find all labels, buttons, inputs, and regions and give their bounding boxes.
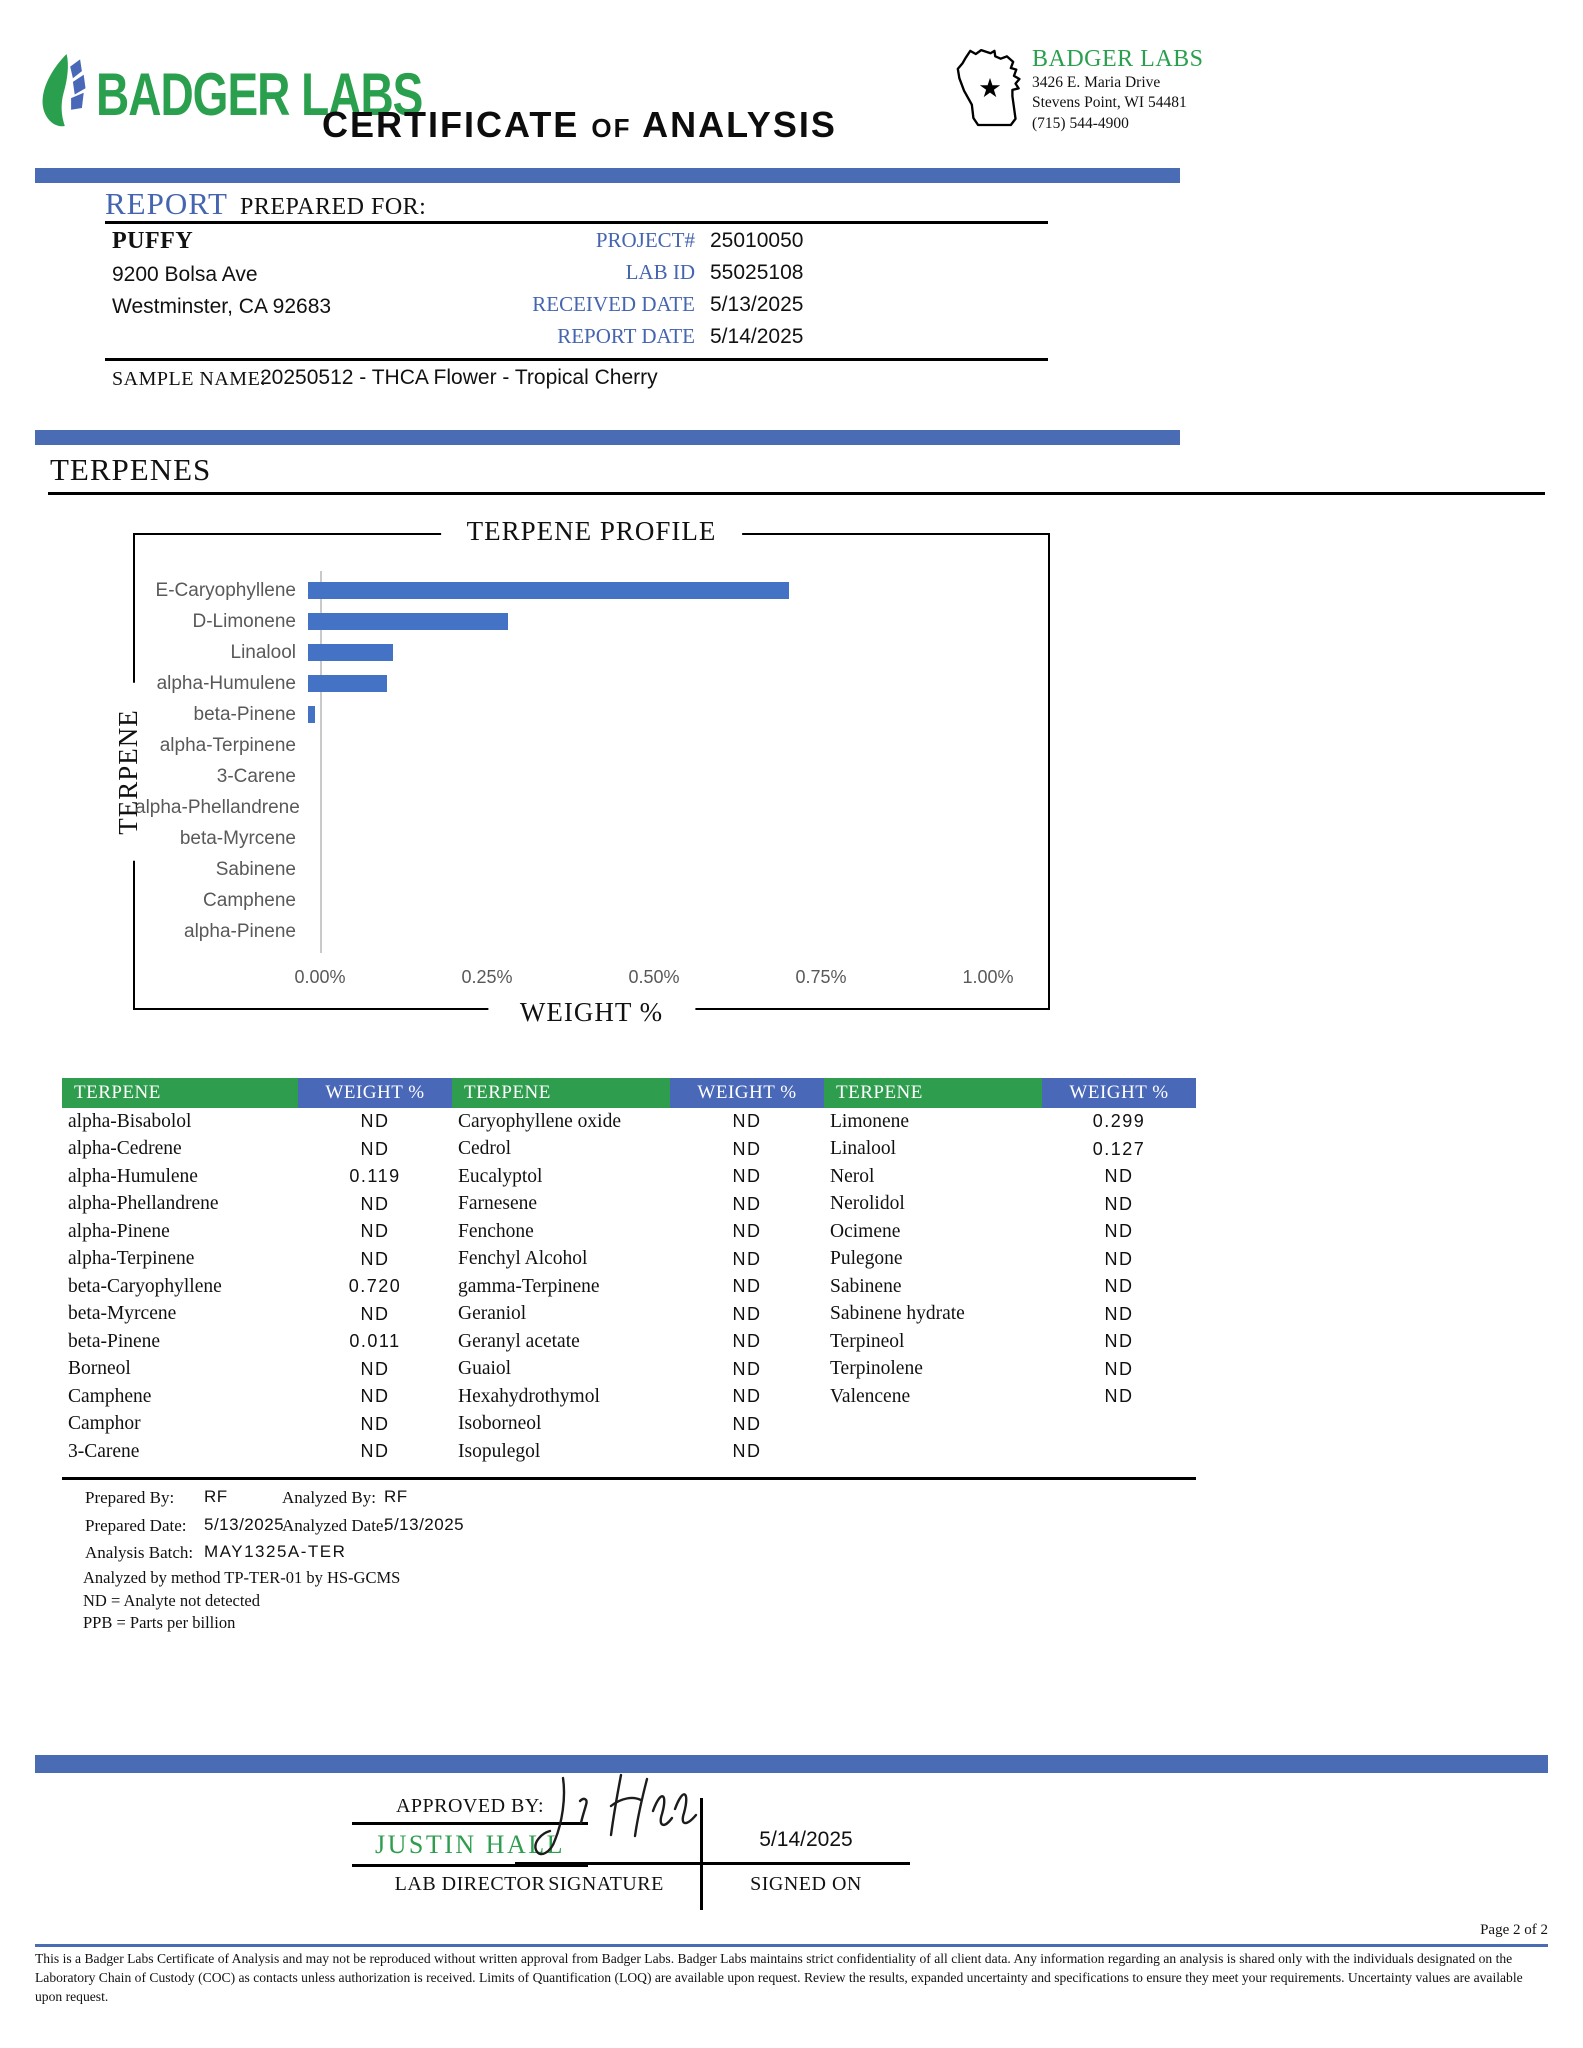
certificate-title	[322, 104, 837, 146]
terpene-weight-value: ND	[1104, 1248, 1134, 1269]
chart-bar	[308, 706, 315, 723]
terpene-weight-value: ND	[732, 1193, 762, 1214]
analysis-batch-value: MAY1325A-TER	[204, 1542, 347, 1561]
terpene-weight-value: ND	[1104, 1193, 1134, 1214]
report-meta-block	[420, 228, 803, 356]
chart-plot	[135, 575, 1046, 947]
table-header-weight: WEIGHT %	[670, 1078, 824, 1108]
table-body	[62, 1108, 452, 1466]
terpene-weight-value: ND	[360, 1111, 390, 1132]
chart-bar-track	[308, 830, 1046, 847]
meta-row	[420, 324, 803, 356]
meta-value: 55025108	[710, 261, 804, 284]
terpene-name: beta-Pinene	[68, 1330, 161, 1352]
terpene-weight-value: ND	[732, 1358, 762, 1379]
terpene-name: gamma-Terpinene	[458, 1275, 600, 1297]
meta-value: 25010050	[710, 229, 804, 252]
chart-category-label: alpha-Pinene	[184, 920, 296, 942]
signature-image	[525, 1768, 725, 1863]
terpene-weight-value: ND	[360, 1386, 390, 1407]
terpene-name: alpha-Humulene	[68, 1165, 198, 1187]
table-row	[824, 1163, 1196, 1191]
chart-bar-track	[308, 613, 1046, 630]
chart-row	[135, 575, 1046, 606]
chart-row	[135, 823, 1046, 854]
terpene-name: Farnesene	[458, 1193, 538, 1215]
terpene-weight-value: ND	[360, 1248, 390, 1269]
table-row	[62, 1438, 452, 1466]
table-row	[452, 1218, 824, 1246]
meta-value: 5/13/2025	[710, 293, 804, 316]
terpene-weight-value: ND	[360, 1441, 390, 1462]
section-divider-bar	[35, 430, 1180, 445]
client-address-line1: 9200 Bolsa Ave	[112, 263, 258, 286]
terpene-weight-value: ND	[1104, 1386, 1134, 1407]
lab-name: BADGER LABS	[1032, 46, 1204, 72]
chart-y-axis-label: TERPENE	[113, 683, 144, 861]
prepared-date-value: 5/13/2025	[204, 1515, 285, 1534]
table-row	[62, 1273, 452, 1301]
signature-line	[515, 1862, 910, 1865]
chart-bar	[308, 613, 508, 630]
report-heading	[105, 186, 426, 222]
meta-label: LAB ID	[625, 260, 695, 284]
prepared-for-label: PREPARED FOR:	[240, 194, 427, 220]
chart-row	[135, 606, 1046, 637]
star-icon: ★	[978, 72, 1002, 103]
table-header	[824, 1078, 1196, 1108]
terpene-name: Valencene	[830, 1385, 911, 1407]
section-title-underline	[48, 492, 1545, 495]
terpene-name: Geranyl acetate	[458, 1330, 580, 1352]
nd-note: ND = Analyte not detected	[83, 1591, 261, 1610]
terpene-name: Camphene	[68, 1385, 152, 1407]
table-row	[452, 1411, 824, 1439]
terpene-weight-value: ND	[360, 1358, 390, 1379]
chart-x-tick: 0.75%	[795, 967, 847, 987]
table-row	[824, 1246, 1196, 1274]
chart-bar-track	[308, 768, 1046, 785]
terpene-name: alpha-Terpinene	[68, 1248, 195, 1270]
chart-category-label: E-Caryophyllene	[155, 579, 296, 601]
table-row	[452, 1301, 824, 1329]
results-table-group-1	[62, 1078, 452, 1466]
chart-row	[135, 854, 1046, 885]
terpene-name: beta-Caryophyllene	[68, 1275, 222, 1297]
prepared-by-label: Prepared By:	[85, 1488, 175, 1507]
title-of-word: OF	[591, 113, 632, 143]
terpene-name: Pulegone	[830, 1248, 903, 1270]
terpene-name: Limonene	[830, 1110, 910, 1132]
approved-by-label: APPROVED BY:	[395, 1795, 545, 1817]
approver-name: JUSTIN HALL	[375, 1830, 565, 1859]
meta-row	[420, 228, 803, 260]
badger-labs-logo-text: BADGER LABS	[96, 59, 423, 128]
terpene-name: Geraniol	[458, 1303, 527, 1325]
chart-category-label: D-Limonene	[192, 610, 296, 632]
chart-bar-track	[308, 923, 1046, 940]
meta-label: RECEIVED DATE	[532, 292, 695, 316]
meta-label: PROJECT#	[595, 228, 695, 252]
table-row	[62, 1411, 452, 1439]
terpene-name: beta-Myrcene	[68, 1303, 177, 1325]
section-title-terpenes: TERPENES	[50, 452, 212, 487]
table-row	[62, 1328, 452, 1356]
analyzed-date-label: Analyzed Date:	[282, 1516, 389, 1535]
terpene-weight-value: ND	[1104, 1221, 1134, 1242]
chart-row	[135, 761, 1046, 792]
chart-bar-track	[308, 861, 1046, 878]
terpene-weight-value: ND	[732, 1386, 762, 1407]
chart-category-label: beta-Pinene	[193, 703, 296, 725]
chart-bar	[308, 675, 387, 692]
sample-name-label: SAMPLE NAME:	[112, 368, 267, 390]
table-row	[824, 1328, 1196, 1356]
table-row	[824, 1108, 1196, 1136]
terpene-name: Terpineol	[830, 1330, 905, 1352]
table-row	[824, 1191, 1196, 1219]
terpene-name: Linalool	[830, 1138, 897, 1160]
terpene-name: Isopulegol	[458, 1440, 541, 1462]
table-row	[452, 1383, 824, 1411]
chart-row	[135, 916, 1046, 947]
terpene-name: Hexahydrothymol	[458, 1385, 600, 1407]
terpene-name: Fenchyl Alcohol	[458, 1248, 588, 1270]
table-row	[824, 1383, 1196, 1411]
terpene-weight-value: ND	[1104, 1276, 1134, 1297]
chart-row	[135, 885, 1046, 916]
chart-category-label: 3-Carene	[216, 765, 296, 787]
sample-name-value: 20250512 - THCA Flower - Tropical Cherry	[260, 366, 658, 389]
table-row	[62, 1246, 452, 1274]
table-row	[824, 1273, 1196, 1301]
terpene-name: 3-Carene	[68, 1440, 140, 1462]
title-certificate-word: CERTIFICATE	[322, 104, 580, 145]
terpene-weight-value: 0.299	[1092, 1111, 1146, 1132]
signed-on-label: SIGNED ON	[750, 1873, 862, 1895]
meta-row	[420, 260, 803, 292]
terpene-name: Guaiol	[458, 1358, 512, 1380]
chart-category-label: alpha-Humulene	[156, 672, 296, 694]
terpene-name: Isoborneol	[458, 1413, 542, 1435]
terpene-weight-value: ND	[732, 1248, 762, 1269]
meta-row	[420, 292, 803, 324]
method-note: Analyzed by method TP-TER-01 by HS-GCMS	[83, 1568, 401, 1587]
lab-contact-block	[1032, 46, 1352, 134]
terpene-name: Eucalyptol	[458, 1165, 543, 1187]
meta-label: REPORT DATE	[557, 324, 695, 348]
table-row	[62, 1136, 452, 1164]
chart-x-axis-label: WEIGHT %	[488, 997, 695, 1028]
table-row	[62, 1383, 452, 1411]
terpene-name: Terpinolene	[830, 1358, 923, 1380]
table-row	[452, 1163, 824, 1191]
results-table-group-2	[452, 1078, 824, 1466]
terpene-weight-value: ND	[732, 1166, 762, 1187]
table-body	[452, 1108, 824, 1466]
terpene-weight-value: ND	[732, 1111, 762, 1132]
analyzed-date-value: 5/13/2025	[384, 1515, 465, 1534]
terpene-weight-value: 0.720	[348, 1276, 402, 1297]
table-row	[62, 1108, 452, 1136]
page-number: Page 2 of 2	[1480, 1922, 1548, 1938]
meta-value: 5/14/2025	[710, 325, 804, 348]
terpene-weight-value: ND	[732, 1413, 762, 1434]
terpene-name: alpha-Pinene	[68, 1220, 170, 1242]
signature-label: SIGNATURE	[548, 1873, 664, 1895]
chart-category-label: Camphene	[203, 889, 296, 911]
terpene-weight-value: ND	[360, 1138, 390, 1159]
terpene-weight-value: ND	[360, 1413, 390, 1434]
chart-x-tick: 0.50%	[628, 967, 680, 987]
chart-category-label: Sabinene	[215, 858, 296, 880]
table-row	[62, 1218, 452, 1246]
terpene-weight-value: ND	[360, 1221, 390, 1242]
chart-row	[135, 699, 1046, 730]
table-row	[452, 1191, 824, 1219]
chart-bar-track	[308, 892, 1046, 909]
terpene-weight-value: 0.119	[349, 1166, 401, 1187]
sample-divider-line	[105, 358, 1048, 361]
terpene-weight-value: ND	[360, 1303, 390, 1324]
table-row	[452, 1273, 824, 1301]
table-header-terpene: TERPENE	[452, 1078, 670, 1108]
chart-bar-track	[308, 675, 1046, 692]
prepared-date-label: Prepared Date:	[85, 1516, 187, 1535]
terpene-name: alpha-Cedrene	[68, 1138, 182, 1160]
chart-bar-track	[308, 582, 1046, 599]
terpene-weight-value: ND	[360, 1193, 390, 1214]
chart-x-tick: 0.25%	[461, 967, 513, 987]
results-table-group-3	[824, 1078, 1196, 1411]
signed-date: 5/14/2025	[759, 1828, 853, 1851]
terpene-profile-chart	[113, 516, 1050, 1027]
terpene-name: Nerol	[830, 1165, 875, 1187]
table-bottom-line	[62, 1477, 1196, 1480]
terpene-name: Ocimene	[830, 1220, 901, 1242]
analysis-batch-label: Analysis Batch:	[85, 1543, 194, 1562]
terpene-weight-value: ND	[732, 1276, 762, 1297]
table-header-terpene: TERPENE	[62, 1078, 298, 1108]
table-header-terpene: TERPENE	[824, 1078, 1042, 1108]
terpene-name: Fenchone	[458, 1220, 534, 1242]
table-row	[824, 1356, 1196, 1384]
table-row	[824, 1136, 1196, 1164]
terpene-name: Sabinene	[830, 1275, 902, 1297]
table-header-weight: WEIGHT %	[298, 1078, 452, 1108]
chart-row	[135, 637, 1046, 668]
chart-category-label: alpha-Phellandrene	[135, 796, 300, 818]
title-analysis-word: ANALYSIS	[642, 104, 837, 145]
terpene-name: alpha-Bisabolol	[68, 1110, 192, 1132]
terpene-weight-value: ND	[1104, 1303, 1134, 1324]
table-row	[452, 1328, 824, 1356]
analyzed-by-label: Analyzed By:	[282, 1488, 376, 1507]
table-row	[824, 1301, 1196, 1329]
table-header	[62, 1078, 452, 1108]
terpene-name: Camphor	[68, 1413, 141, 1435]
terpene-name: Caryophyllene oxide	[458, 1110, 621, 1132]
terpene-name: Cedrol	[458, 1138, 512, 1160]
table-row	[62, 1356, 452, 1384]
terpene-name: Sabinene hydrate	[830, 1303, 965, 1325]
chart-category-label: alpha-Terpinene	[159, 734, 296, 756]
analyzed-by-value: RF	[384, 1487, 408, 1506]
terpene-weight-value: 0.127	[1092, 1138, 1146, 1159]
approver-title: LAB DIRECTOR	[394, 1873, 546, 1895]
terpene-weight-value: ND	[732, 1331, 762, 1352]
report-word: REPORT	[105, 186, 228, 221]
table-row	[452, 1438, 824, 1466]
table-row	[62, 1301, 452, 1329]
table-row	[452, 1356, 824, 1384]
chart-category-label: beta-Myrcene	[179, 827, 296, 849]
terpene-weight-value: 0.011	[349, 1331, 401, 1352]
chart-category-label: Linalool	[230, 641, 296, 663]
table-row	[452, 1108, 824, 1136]
chart-bar-track	[308, 644, 1046, 661]
wisconsin-map-icon	[950, 38, 1028, 134]
table-header	[452, 1078, 824, 1108]
table-row	[62, 1191, 452, 1219]
table-header-weight: WEIGHT %	[1042, 1078, 1196, 1108]
client-name: PUFFY	[112, 228, 194, 254]
terpene-name: Nerolidol	[830, 1193, 905, 1215]
ppb-note: PPB = Parts per billion	[83, 1613, 236, 1632]
chart-bar-track	[308, 799, 1046, 816]
chart-row	[135, 792, 1046, 823]
table-row	[824, 1218, 1196, 1246]
chart-bar-track	[308, 706, 1046, 723]
table-body	[824, 1108, 1196, 1411]
table-row	[452, 1136, 824, 1164]
chart-bar	[308, 644, 393, 661]
disclaimer-text: This is a Badger Labs Certificate of Analysis and may not be reproduced without written approval from Badger Labs. Badger Labs maintains strict confidentiality of all client data. Any information regarding an analysis is shared only with the individuals designated on the Laboratory Chain of Custody (COC) as contacts unless authorization is received. Limits of Quantification (LOQ) are available upon request. Review the results, expanded uncertainty and specifications to ensure they meet your requirements. Uncertainty values are available upon request.	[35, 1951, 1523, 2004]
approval-divider-bar	[35, 1755, 1548, 1773]
header-divider-bar	[35, 168, 1180, 183]
chart-x-tick: 1.00%	[962, 967, 1014, 987]
signature-divider	[700, 1798, 703, 1910]
terpene-weight-value: ND	[1104, 1358, 1134, 1379]
chart-row	[135, 730, 1046, 761]
chart-bar	[308, 582, 789, 599]
chart-row	[135, 668, 1046, 699]
chart-title: TERPENE PROFILE	[441, 516, 743, 547]
table-row	[452, 1246, 824, 1274]
terpene-name: alpha-Phellandrene	[68, 1193, 219, 1215]
terpene-weight-value: ND	[1104, 1166, 1134, 1187]
chart-bar-track	[308, 737, 1046, 754]
badger-labs-leaf-icon	[36, 50, 90, 130]
terpene-weight-value: ND	[1104, 1331, 1134, 1352]
table-row	[62, 1163, 452, 1191]
chart-x-tick: 0.00%	[294, 967, 346, 987]
lab-phone: (715) 544-4900	[1032, 114, 1129, 132]
report-heading-underline	[105, 221, 1048, 224]
terpene-name: Borneol	[68, 1358, 131, 1380]
client-address-line2: Westminster, CA 92683	[112, 295, 332, 318]
terpene-weight-value: ND	[732, 1138, 762, 1159]
terpene-weight-value: ND	[732, 1441, 762, 1462]
prepared-by-value: RF	[204, 1487, 228, 1506]
lab-address-line2: Stevens Point, WI 54481	[1032, 94, 1187, 112]
terpene-weight-value: ND	[732, 1303, 762, 1324]
terpene-weight-value: ND	[732, 1221, 762, 1242]
chart-xticks	[294, 967, 1014, 991]
lab-address-line1: 3426 E. Maria Drive	[1032, 74, 1161, 91]
disclaimer-divider	[35, 1944, 1548, 1947]
